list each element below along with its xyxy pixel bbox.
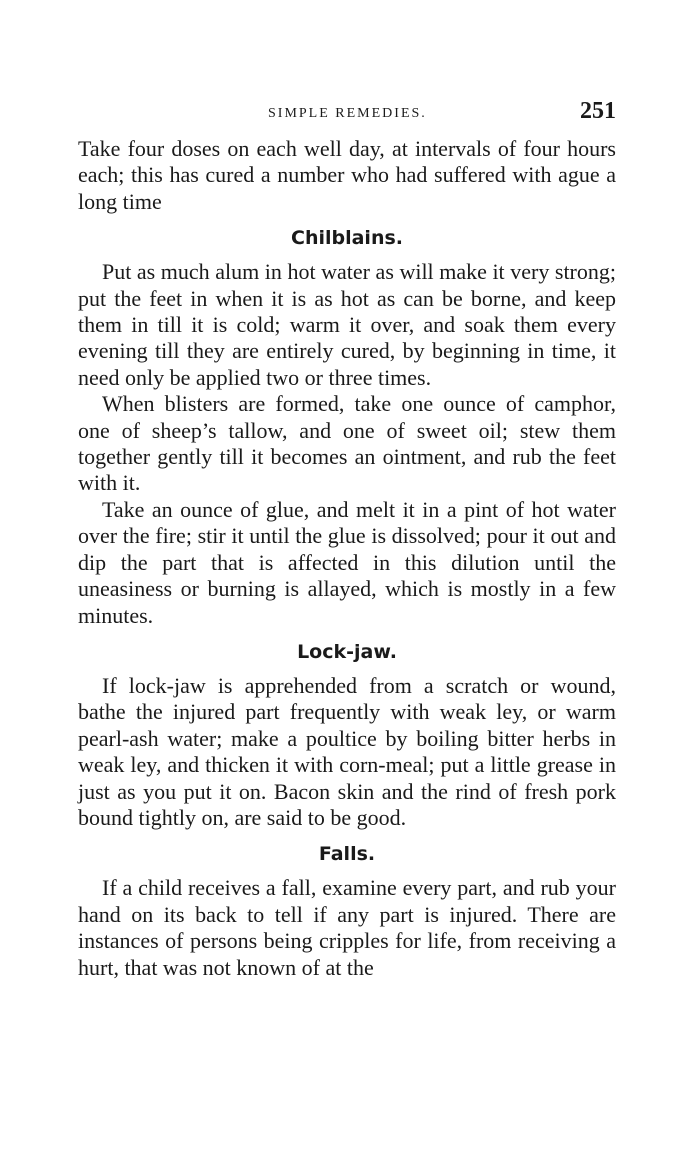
running-title: SIMPLE REMEDIES.	[268, 106, 427, 121]
paragraph-chilblains-alum: Put as much alum in hot water as will make it very strong; put the feet in when it is as hot as can be borne, and keep them in till it is cold; warm it over, and soak them every evening till they are entirely cured, by beginning in time, it need only be applied two or three times.	[78, 259, 616, 390]
paragraph-lock-jaw: If lock-jaw is apprehended from a scratch or wound, bathe the injured part frequently with weak ley, or warm pearl-ash water; make a poultice by boiling bitter herbs in weak ley, and thicken it with corn-meal; put a little grease in just as you put it on. Bacon skin and the rind of fresh pork bound tightly on, are said to be good.	[78, 672, 616, 830]
paragraph-chilblains-blisters: When blisters are formed, take one ounce of camphor, one of sheep’s tallow, and one of sweet oil; stew them together gently till it becomes an ointment, and rub the feet with it.	[78, 391, 616, 496]
paragraph-falls: If a child receives a fall, examine every part, and rub your hand on its back to tell if any part is injured. There are instances of persons being cripples for life, from receiving a hurt, that was not known of at the	[78, 875, 616, 980]
paragraph-ague-continued: Take four doses on each well day, at intervals of four hours each; this has cured a number who had suffered with ague a long time	[78, 136, 616, 214]
heading-lock-jaw: Lock-jaw.	[297, 640, 397, 663]
running-head	[78, 96, 616, 136]
page-number: 251	[580, 98, 616, 124]
heading-chilblains: Chilblains.	[291, 227, 403, 250]
book-page	[78, 96, 616, 981]
paragraph-chilblains-glue: Take an ounce of glue, and melt it in a pint of hot water over the fire; stir it until the glue is dissolved; pour it out and dip the part that is affected in this dilution until the uneasiness or burning is allayed, which is mostly in a few minutes.	[78, 496, 616, 628]
heading-falls: Falls.	[318, 843, 376, 866]
